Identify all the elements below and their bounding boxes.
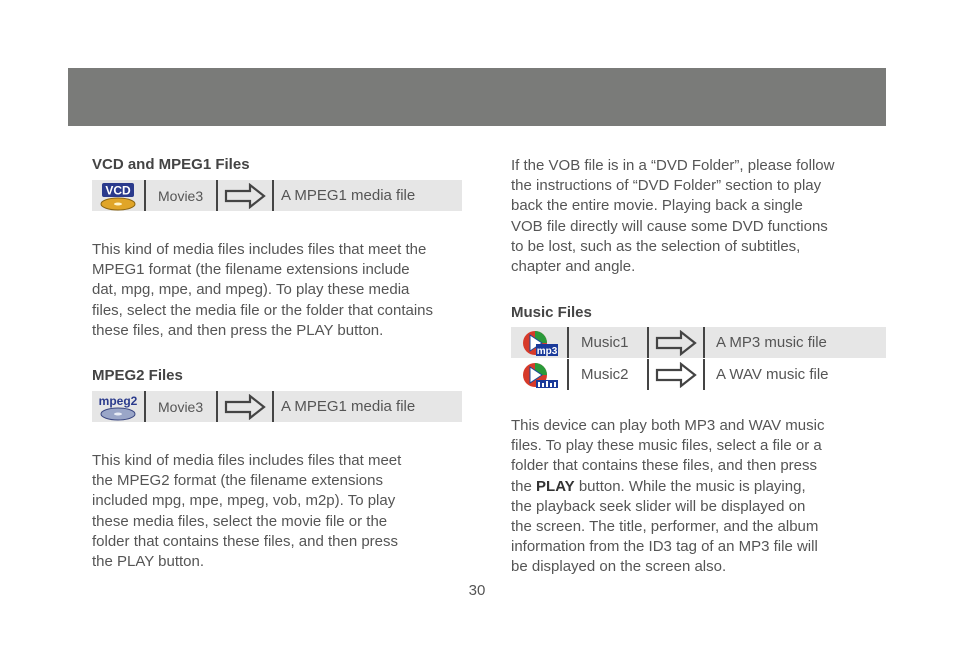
file-description: A WAV music file (703, 359, 886, 390)
text-line (511, 477, 886, 497)
text-fragment: the (511, 477, 537, 495)
text-line: This kind of media files includes files that meet (92, 452, 402, 469)
wav-file-row (511, 359, 886, 390)
text-line: the instructions of “DVD Folder” section to play (511, 177, 822, 195)
file-name: Movie3 (144, 391, 216, 422)
page-number: 30 (468, 582, 486, 599)
wav-music-icon (511, 359, 567, 390)
right-arrow-icon (216, 391, 272, 422)
vcd-heading: VCD and MPEG1 Files (92, 156, 250, 173)
file-description: A MPEG1 media file (272, 180, 462, 211)
text-fragment: button. While the music is playing, (574, 477, 806, 495)
header-bar (68, 68, 886, 126)
vob-paragraph (511, 156, 886, 277)
svg-text:VCD: VCD (105, 183, 131, 197)
text-line: these media files, select the movie file or the (92, 512, 388, 530)
mpeg2-disc-icon (92, 391, 144, 422)
vcd-disc-icon (92, 180, 144, 211)
text-line: If the VOB file is in a “DVD Folder”, please follow (511, 157, 835, 174)
text-line: these files, and then press the PLAY button. (92, 321, 384, 339)
text-line: be displayed on the screen also. (511, 558, 727, 576)
text-line: folder that contains these files, and then press (92, 532, 399, 550)
text-line: dat, mpg, mpe, and mpeg). To play these media (92, 281, 410, 299)
text-line: folder that contains these files, and then press (511, 457, 818, 475)
text-line: files. To play these music files, select a file or a (511, 437, 822, 455)
right-arrow-icon (216, 180, 272, 211)
text-line: files, select the media file or the folder that contains (92, 301, 434, 319)
text-line: the PLAY button. (92, 553, 205, 571)
text-line: included mpg, mpe, mpeg, vob, m2p). To play (92, 492, 396, 510)
right-arrow-icon (647, 359, 703, 390)
text-line: information from the ID3 tag of an MP3 file will (511, 538, 818, 556)
mpeg2-heading: MPEG2 Files (92, 367, 183, 384)
svg-text:mpeg2: mpeg2 (98, 393, 138, 408)
file-description: A MPEG1 media file (272, 391, 462, 422)
music-heading: Music Files (511, 304, 592, 321)
text-line: the MPEG2 format (the filename extensions (92, 472, 383, 490)
mpeg2-file-row (92, 391, 462, 422)
play-emphasis: PLAY (536, 477, 575, 495)
text-line: VOB file directly will cause some DVD functions (511, 217, 828, 235)
text-line: chapter and angle. (511, 258, 636, 276)
text-line: This kind of media files includes files that meet the (92, 241, 427, 258)
music-paragraph (511, 416, 886, 578)
mp3-file-row (511, 327, 886, 358)
file-name: Music1 (567, 327, 647, 358)
right-arrow-icon (647, 327, 703, 358)
text-line: to be lost, such as the selection of subtitles, (511, 237, 801, 255)
mp3-music-icon (511, 327, 567, 358)
text-line: the screen. The title, performer, and the album (511, 518, 819, 536)
text-line: back the entire movie. Playing back a single (511, 197, 803, 215)
vcd-paragraph (92, 240, 462, 341)
text-line: the playback seek slider will be displayed on (511, 497, 806, 515)
file-name: Movie3 (144, 180, 216, 211)
svg-text:mp3: mp3 (536, 345, 558, 357)
text-line: MPEG1 format (the filename extensions include (92, 261, 410, 279)
mpeg2-paragraph (92, 451, 462, 572)
file-name: Music2 (567, 359, 647, 390)
file-description: A MP3 music file (703, 327, 886, 358)
text-line: This device can play both MP3 and WAV music (511, 417, 825, 434)
vcd-file-row (92, 180, 462, 211)
